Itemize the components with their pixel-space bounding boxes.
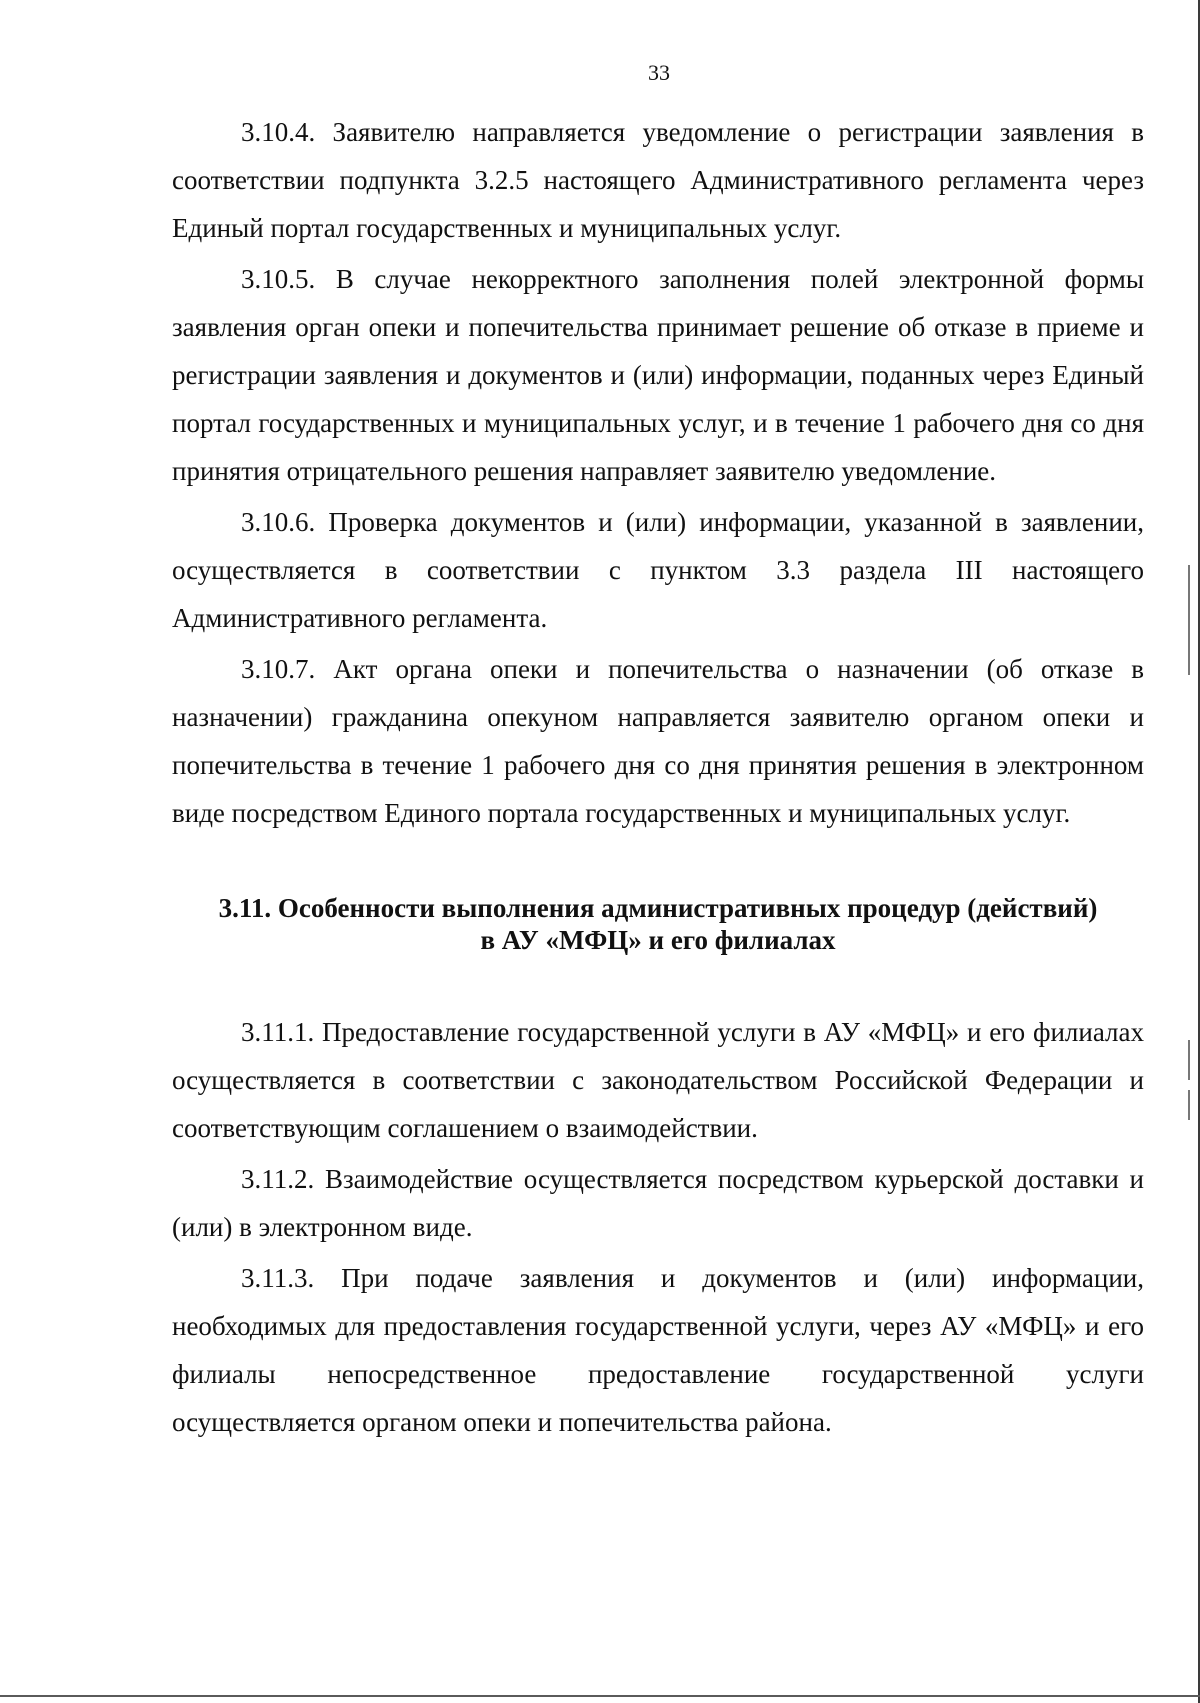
paragraph-3-10-5: 3.10.5. В случае некорректного заполнения полей электронной формы заявления орган опеки и попечительства принимает решение об отказе в приеме и регистрации заявления и документов и (или) информации, поданных через Единый портал государственных и муниципальных услуг, и в течение 1 рабочего дня со дня принятия отрицательного решения направляет заявителю уведомление. — [172, 264, 1144, 486]
section-heading-line-1: 3.11. Особенности выполнения административных процедур (действий) — [218, 893, 1098, 923]
paragraph-3-10-7: 3.10.7. Акт органа опеки и попечительства о назначении (об отказе в назначении) гражданина опекуном направляется заявителю органом опеки и попечительства в течение 1 рабочего дня со дня принятия решения в электронном виде посредством Единого портала государственных и муниципальных услуг. — [172, 654, 1144, 828]
scan-mark — [1188, 1040, 1190, 1080]
section-heading-line-2: в АУ «МФЦ» и его филиалах — [480, 925, 836, 955]
paragraph-3-10-4: 3.10.4. Заявителю направляется уведомление о регистрации заявления в соответствии подпункта 3.2.5 настоящего Административного регламента через Единый портал государственных и муниципальных услуг. — [172, 117, 1144, 243]
document-body — [172, 108, 1144, 1449]
paragraph-3-10-6: 3.10.6. Проверка документов и (или) информации, указанной в заявлении, осуществляется в соответствии с пунктом 3.3 раздела III настоящего Административного регламента. — [172, 507, 1144, 633]
scan-edge-bottom — [0, 1695, 1200, 1697]
scan-mark — [1188, 565, 1190, 675]
section-heading-3-11 — [172, 892, 1144, 956]
page-number: 33 — [648, 60, 670, 85]
paragraph-3-11-1: 3.11.1. Предоставление государственной услуги в АУ «МФЦ» и его филиалах осуществляется в соответствии с законодательством Российской Федерации и соответствующим соглашением о взаимодействии. — [172, 1017, 1144, 1143]
paragraph-3-11-2: 3.11.2. Взаимодействие осуществляется посредством курьерской доставки и (или) в электронном виде. — [172, 1164, 1144, 1242]
scan-mark — [1188, 1108, 1190, 1120]
paragraph-3-11-3: 3.11.3. При подаче заявления и документов и (или) информации, необходимых для предоставления государственной услуги, через АУ «МФЦ» и его филиалы непосредственное предоставление государственной услуги осуществляется органом опеки и попечительства района. — [172, 1263, 1144, 1437]
